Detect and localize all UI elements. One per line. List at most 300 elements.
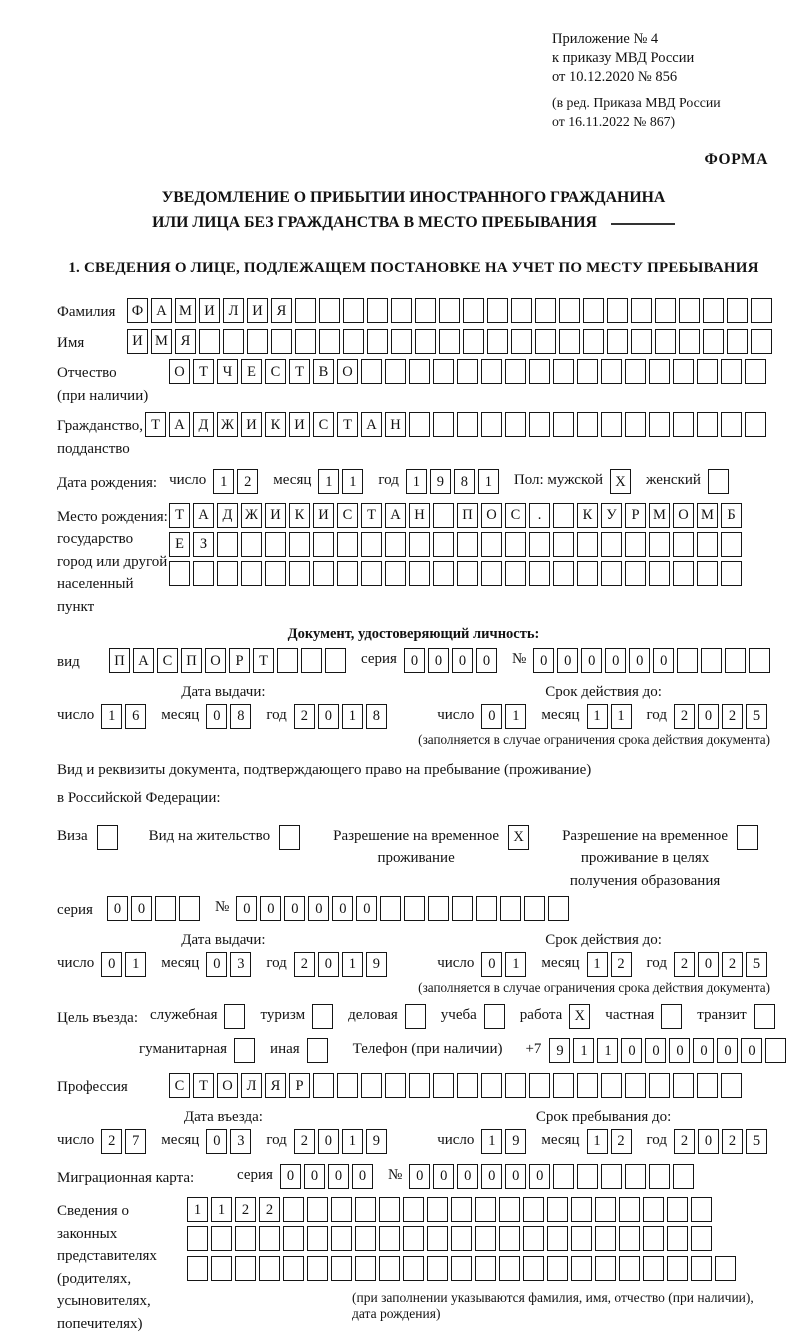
form-cell[interactable]: 9: [505, 1129, 526, 1154]
form-cell[interactable]: [457, 532, 478, 557]
form-cell[interactable]: 2: [101, 1129, 122, 1154]
form-cell[interactable]: [601, 412, 622, 437]
form-cell[interactable]: 0: [693, 1038, 714, 1063]
form-cell[interactable]: [751, 298, 772, 323]
form-cell[interactable]: [583, 298, 604, 323]
form-cell[interactable]: [457, 412, 478, 437]
form-cell[interactable]: [601, 1073, 622, 1098]
form-cell[interactable]: [523, 1197, 544, 1222]
form-cell[interactable]: Я: [175, 329, 196, 354]
form-cell[interactable]: Е: [169, 532, 190, 557]
form-cell[interactable]: 1: [187, 1197, 208, 1222]
form-cell[interactable]: О: [481, 503, 502, 528]
form-cell[interactable]: И: [127, 329, 148, 354]
form-cell[interactable]: [505, 412, 526, 437]
form-cell[interactable]: [187, 1256, 208, 1281]
form-cell[interactable]: [289, 561, 310, 586]
form-cell[interactable]: [337, 561, 358, 586]
form-cell[interactable]: Е: [241, 359, 262, 384]
form-cell[interactable]: 3: [230, 1129, 251, 1154]
form-cell[interactable]: Р: [289, 1073, 310, 1098]
form-cell[interactable]: [667, 1226, 688, 1251]
form-cell[interactable]: 0: [101, 952, 122, 977]
form-cell[interactable]: [553, 503, 574, 528]
form-cell[interactable]: [235, 1256, 256, 1281]
form-cell[interactable]: 0: [404, 648, 425, 673]
form-cell[interactable]: [505, 359, 526, 384]
form-cell[interactable]: 0: [481, 704, 502, 729]
form-cell[interactable]: [277, 648, 298, 673]
form-cell[interactable]: 0: [476, 648, 497, 673]
form-cell[interactable]: 0: [328, 1164, 349, 1189]
form-cell[interactable]: [511, 298, 532, 323]
form-cell[interactable]: [385, 532, 406, 557]
form-cell[interactable]: [409, 532, 430, 557]
form-cell[interactable]: [409, 561, 430, 586]
form-cell[interactable]: [721, 1073, 742, 1098]
form-cell[interactable]: [313, 561, 334, 586]
form-cell[interactable]: [691, 1256, 712, 1281]
form-cell[interactable]: [271, 329, 292, 354]
form-cell[interactable]: [691, 1226, 712, 1251]
option-checkbox[interactable]: [661, 1004, 682, 1029]
form-cell[interactable]: [673, 359, 694, 384]
form-cell[interactable]: [619, 1197, 640, 1222]
form-cell[interactable]: [577, 532, 598, 557]
form-cell[interactable]: [379, 1226, 400, 1251]
form-cell[interactable]: [361, 359, 382, 384]
form-cell[interactable]: С: [337, 503, 358, 528]
form-cell[interactable]: [259, 1226, 280, 1251]
form-cell[interactable]: [553, 1073, 574, 1098]
form-cell[interactable]: [727, 329, 748, 354]
form-cell[interactable]: [547, 1197, 568, 1222]
form-cell[interactable]: 0: [457, 1164, 478, 1189]
form-cell[interactable]: [415, 329, 436, 354]
form-cell[interactable]: К: [289, 503, 310, 528]
form-cell[interactable]: [379, 1256, 400, 1281]
form-cell[interactable]: [487, 298, 508, 323]
form-cell[interactable]: [265, 561, 286, 586]
form-cell[interactable]: Т: [337, 412, 358, 437]
form-cell[interactable]: 0: [698, 952, 719, 977]
form-cell[interactable]: К: [265, 412, 286, 437]
form-cell[interactable]: Т: [253, 648, 274, 673]
form-cell[interactable]: [283, 1226, 304, 1251]
form-cell[interactable]: Ф: [127, 298, 148, 323]
form-cell[interactable]: 0: [107, 896, 128, 921]
form-cell[interactable]: [535, 298, 556, 323]
form-cell[interactable]: [571, 1197, 592, 1222]
form-cell[interactable]: [367, 298, 388, 323]
form-cell[interactable]: 0: [206, 1129, 227, 1154]
form-cell[interactable]: 0: [356, 896, 377, 921]
form-cell[interactable]: А: [169, 412, 190, 437]
form-cell[interactable]: [673, 1164, 694, 1189]
form-cell[interactable]: [451, 1197, 472, 1222]
form-cell[interactable]: [331, 1226, 352, 1251]
form-cell[interactable]: [607, 329, 628, 354]
form-cell[interactable]: [481, 359, 502, 384]
form-cell[interactable]: [649, 1073, 670, 1098]
form-cell[interactable]: [289, 532, 310, 557]
form-cell[interactable]: 2: [674, 952, 695, 977]
form-cell[interactable]: [547, 1256, 568, 1281]
form-cell[interactable]: С: [157, 648, 178, 673]
form-cell[interactable]: 1: [213, 469, 234, 494]
form-cell[interactable]: [559, 329, 580, 354]
form-cell[interactable]: [433, 561, 454, 586]
form-cell[interactable]: 1: [101, 704, 122, 729]
form-cell[interactable]: 0: [318, 952, 339, 977]
form-cell[interactable]: [223, 329, 244, 354]
form-cell[interactable]: [765, 1038, 786, 1063]
form-cell[interactable]: Р: [229, 648, 250, 673]
form-cell[interactable]: 1: [478, 469, 499, 494]
form-cell[interactable]: З: [193, 532, 214, 557]
form-cell[interactable]: [697, 412, 718, 437]
form-cell[interactable]: 1: [587, 1129, 608, 1154]
form-cell[interactable]: [409, 359, 430, 384]
form-cell[interactable]: [601, 359, 622, 384]
form-cell[interactable]: [697, 1073, 718, 1098]
form-cell[interactable]: [529, 412, 550, 437]
form-cell[interactable]: 6: [125, 704, 146, 729]
form-cell[interactable]: [577, 1164, 598, 1189]
form-cell[interactable]: 0: [284, 896, 305, 921]
form-cell[interactable]: [391, 298, 412, 323]
form-cell[interactable]: [337, 1073, 358, 1098]
form-cell[interactable]: [217, 561, 238, 586]
form-cell[interactable]: [649, 412, 670, 437]
form-cell[interactable]: 2: [674, 704, 695, 729]
form-cell[interactable]: 0: [481, 952, 502, 977]
form-cell[interactable]: 1: [318, 469, 339, 494]
form-cell[interactable]: [721, 359, 742, 384]
form-cell[interactable]: [241, 561, 262, 586]
form-cell[interactable]: [715, 1256, 736, 1281]
form-cell[interactable]: [655, 329, 676, 354]
form-cell[interactable]: [708, 469, 729, 494]
option-checkbox[interactable]: [224, 1004, 245, 1029]
form-cell[interactable]: 0: [206, 704, 227, 729]
form-cell[interactable]: [595, 1256, 616, 1281]
form-cell[interactable]: К: [577, 503, 598, 528]
form-cell[interactable]: [559, 298, 580, 323]
form-cell[interactable]: 9: [430, 469, 451, 494]
form-cell[interactable]: 2: [235, 1197, 256, 1222]
form-cell[interactable]: [701, 648, 722, 673]
form-cell[interactable]: [619, 1226, 640, 1251]
form-cell[interactable]: [751, 329, 772, 354]
form-cell[interactable]: [439, 329, 460, 354]
form-cell[interactable]: И: [247, 298, 268, 323]
form-cell[interactable]: [631, 298, 652, 323]
form-cell[interactable]: 2: [722, 704, 743, 729]
form-cell[interactable]: 0: [529, 1164, 550, 1189]
form-cell[interactable]: [307, 1226, 328, 1251]
form-cell[interactable]: [295, 329, 316, 354]
form-cell[interactable]: 0: [717, 1038, 738, 1063]
form-cell[interactable]: [367, 329, 388, 354]
form-cell[interactable]: [451, 1256, 472, 1281]
form-cell[interactable]: 1: [406, 469, 427, 494]
form-cell[interactable]: [241, 532, 262, 557]
form-cell[interactable]: [697, 561, 718, 586]
form-cell[interactable]: .: [529, 503, 550, 528]
form-cell[interactable]: [553, 532, 574, 557]
form-cell[interactable]: [553, 412, 574, 437]
form-cell[interactable]: 3: [230, 952, 251, 977]
form-cell[interactable]: [343, 329, 364, 354]
form-cell[interactable]: [319, 298, 340, 323]
form-cell[interactable]: [265, 532, 286, 557]
form-cell[interactable]: М: [697, 503, 718, 528]
form-cell[interactable]: [283, 1256, 304, 1281]
form-cell[interactable]: [703, 329, 724, 354]
form-cell[interactable]: [500, 896, 521, 921]
form-cell[interactable]: [211, 1256, 232, 1281]
form-cell[interactable]: [737, 825, 758, 850]
form-cell[interactable]: [721, 532, 742, 557]
form-cell[interactable]: [487, 329, 508, 354]
form-cell[interactable]: Я: [265, 1073, 286, 1098]
form-cell[interactable]: [625, 359, 646, 384]
form-cell[interactable]: [655, 298, 676, 323]
form-cell[interactable]: 0: [621, 1038, 642, 1063]
option-checkbox[interactable]: [307, 1038, 328, 1063]
form-cell[interactable]: [673, 412, 694, 437]
form-cell[interactable]: Т: [145, 412, 166, 437]
form-cell[interactable]: [313, 1073, 334, 1098]
form-cell[interactable]: [649, 561, 670, 586]
form-cell[interactable]: 0: [308, 896, 329, 921]
form-cell[interactable]: [649, 359, 670, 384]
form-cell[interactable]: [337, 532, 358, 557]
form-cell[interactable]: О: [217, 1073, 238, 1098]
form-cell[interactable]: [721, 561, 742, 586]
form-cell[interactable]: И: [313, 503, 334, 528]
form-cell[interactable]: [404, 896, 425, 921]
form-cell[interactable]: [439, 298, 460, 323]
form-cell[interactable]: 1: [505, 952, 526, 977]
form-cell[interactable]: [97, 825, 118, 850]
form-cell[interactable]: [529, 359, 550, 384]
form-cell[interactable]: [553, 561, 574, 586]
form-cell[interactable]: [451, 1226, 472, 1251]
form-cell[interactable]: С: [265, 359, 286, 384]
form-cell[interactable]: П: [181, 648, 202, 673]
form-cell[interactable]: [577, 412, 598, 437]
form-cell[interactable]: [571, 1256, 592, 1281]
form-cell[interactable]: X: [610, 469, 631, 494]
form-cell[interactable]: [247, 329, 268, 354]
form-cell[interactable]: Н: [409, 503, 430, 528]
form-cell[interactable]: [643, 1197, 664, 1222]
form-cell[interactable]: [601, 532, 622, 557]
option-checkbox[interactable]: X: [569, 1004, 590, 1029]
form-cell[interactable]: Д: [217, 503, 238, 528]
form-cell[interactable]: [631, 329, 652, 354]
form-cell[interactable]: 1: [587, 704, 608, 729]
form-cell[interactable]: У: [601, 503, 622, 528]
form-cell[interactable]: 2: [294, 952, 315, 977]
form-cell[interactable]: [547, 1226, 568, 1251]
form-cell[interactable]: [523, 1256, 544, 1281]
form-cell[interactable]: [475, 1226, 496, 1251]
form-cell[interactable]: Н: [385, 412, 406, 437]
form-cell[interactable]: Ж: [241, 503, 262, 528]
form-cell[interactable]: [745, 359, 766, 384]
form-cell[interactable]: [452, 896, 473, 921]
form-cell[interactable]: [193, 561, 214, 586]
form-cell[interactable]: А: [193, 503, 214, 528]
form-cell[interactable]: [331, 1197, 352, 1222]
form-cell[interactable]: [679, 329, 700, 354]
form-cell[interactable]: [677, 648, 698, 673]
form-cell[interactable]: [523, 1226, 544, 1251]
form-cell[interactable]: [409, 412, 430, 437]
form-cell[interactable]: 0: [645, 1038, 666, 1063]
form-cell[interactable]: [548, 896, 569, 921]
form-cell[interactable]: 7: [125, 1129, 146, 1154]
form-cell[interactable]: 0: [260, 896, 281, 921]
form-cell[interactable]: 5: [746, 1129, 767, 1154]
form-cell[interactable]: [313, 532, 334, 557]
form-cell[interactable]: 1: [481, 1129, 502, 1154]
form-cell[interactable]: 0: [741, 1038, 762, 1063]
form-cell[interactable]: С: [313, 412, 334, 437]
form-cell[interactable]: [553, 1164, 574, 1189]
form-cell[interactable]: 0: [698, 1129, 719, 1154]
form-cell[interactable]: [428, 896, 449, 921]
form-cell[interactable]: 0: [131, 896, 152, 921]
option-checkbox[interactable]: [234, 1038, 255, 1063]
form-cell[interactable]: [361, 1073, 382, 1098]
form-cell[interactable]: [279, 825, 300, 850]
form-cell[interactable]: И: [199, 298, 220, 323]
form-cell[interactable]: В: [313, 359, 334, 384]
form-cell[interactable]: [553, 359, 574, 384]
form-cell[interactable]: [749, 648, 770, 673]
form-cell[interactable]: [403, 1226, 424, 1251]
option-checkbox[interactable]: [405, 1004, 426, 1029]
form-cell[interactable]: [403, 1256, 424, 1281]
form-cell[interactable]: М: [151, 329, 172, 354]
form-cell[interactable]: [691, 1197, 712, 1222]
form-cell[interactable]: Т: [169, 503, 190, 528]
form-cell[interactable]: [673, 561, 694, 586]
form-cell[interactable]: 1: [211, 1197, 232, 1222]
form-cell[interactable]: 1: [505, 704, 526, 729]
form-cell[interactable]: 0: [304, 1164, 325, 1189]
form-cell[interactable]: [481, 532, 502, 557]
form-cell[interactable]: 0: [505, 1164, 526, 1189]
form-cell[interactable]: [607, 298, 628, 323]
form-cell[interactable]: Д: [193, 412, 214, 437]
form-cell[interactable]: [697, 532, 718, 557]
form-cell[interactable]: А: [133, 648, 154, 673]
form-cell[interactable]: [571, 1226, 592, 1251]
form-cell[interactable]: [577, 1073, 598, 1098]
form-cell[interactable]: 0: [533, 648, 554, 673]
form-cell[interactable]: [475, 1197, 496, 1222]
form-cell[interactable]: 5: [746, 704, 767, 729]
form-cell[interactable]: [385, 561, 406, 586]
form-cell[interactable]: 8: [454, 469, 475, 494]
form-cell[interactable]: [673, 532, 694, 557]
form-cell[interactable]: [499, 1256, 520, 1281]
form-cell[interactable]: [745, 412, 766, 437]
form-cell[interactable]: [391, 329, 412, 354]
form-cell[interactable]: 0: [318, 1129, 339, 1154]
form-cell[interactable]: М: [649, 503, 670, 528]
form-cell[interactable]: [625, 412, 646, 437]
form-cell[interactable]: [619, 1256, 640, 1281]
form-cell[interactable]: [529, 561, 550, 586]
form-cell[interactable]: Л: [223, 298, 244, 323]
form-cell[interactable]: М: [175, 298, 196, 323]
form-cell[interactable]: Я: [271, 298, 292, 323]
form-cell[interactable]: И: [265, 503, 286, 528]
form-cell[interactable]: 0: [352, 1164, 373, 1189]
form-cell[interactable]: [475, 1256, 496, 1281]
form-cell[interactable]: [385, 1073, 406, 1098]
form-cell[interactable]: 2: [611, 952, 632, 977]
form-cell[interactable]: [625, 561, 646, 586]
form-cell[interactable]: [727, 298, 748, 323]
form-cell[interactable]: [307, 1256, 328, 1281]
form-cell[interactable]: 8: [230, 704, 251, 729]
form-cell[interactable]: [295, 298, 316, 323]
form-cell[interactable]: 0: [481, 1164, 502, 1189]
form-cell[interactable]: 0: [433, 1164, 454, 1189]
form-cell[interactable]: 1: [125, 952, 146, 977]
form-cell[interactable]: [679, 298, 700, 323]
form-cell[interactable]: [385, 359, 406, 384]
form-cell[interactable]: [259, 1256, 280, 1281]
form-cell[interactable]: [433, 1073, 454, 1098]
form-cell[interactable]: О: [337, 359, 358, 384]
form-cell[interactable]: 1: [342, 1129, 363, 1154]
form-cell[interactable]: 9: [366, 1129, 387, 1154]
form-cell[interactable]: Л: [241, 1073, 262, 1098]
form-cell[interactable]: [505, 1073, 526, 1098]
form-cell[interactable]: [355, 1256, 376, 1281]
form-cell[interactable]: 0: [318, 704, 339, 729]
form-cell[interactable]: [643, 1256, 664, 1281]
form-cell[interactable]: Ж: [217, 412, 238, 437]
form-cell[interactable]: 0: [669, 1038, 690, 1063]
form-cell[interactable]: 2: [294, 1129, 315, 1154]
form-cell[interactable]: [703, 298, 724, 323]
form-cell[interactable]: [667, 1256, 688, 1281]
form-cell[interactable]: 9: [366, 952, 387, 977]
form-cell[interactable]: [649, 1164, 670, 1189]
form-cell[interactable]: [463, 329, 484, 354]
form-cell[interactable]: 0: [428, 648, 449, 673]
form-cell[interactable]: [583, 329, 604, 354]
form-cell[interactable]: Т: [361, 503, 382, 528]
form-cell[interactable]: 5: [746, 952, 767, 977]
form-cell[interactable]: Т: [193, 359, 214, 384]
form-cell[interactable]: 0: [605, 648, 626, 673]
form-cell[interactable]: 2: [722, 952, 743, 977]
form-cell[interactable]: [343, 298, 364, 323]
form-cell[interactable]: [577, 561, 598, 586]
form-cell[interactable]: 2: [237, 469, 258, 494]
form-cell[interactable]: [625, 1073, 646, 1098]
